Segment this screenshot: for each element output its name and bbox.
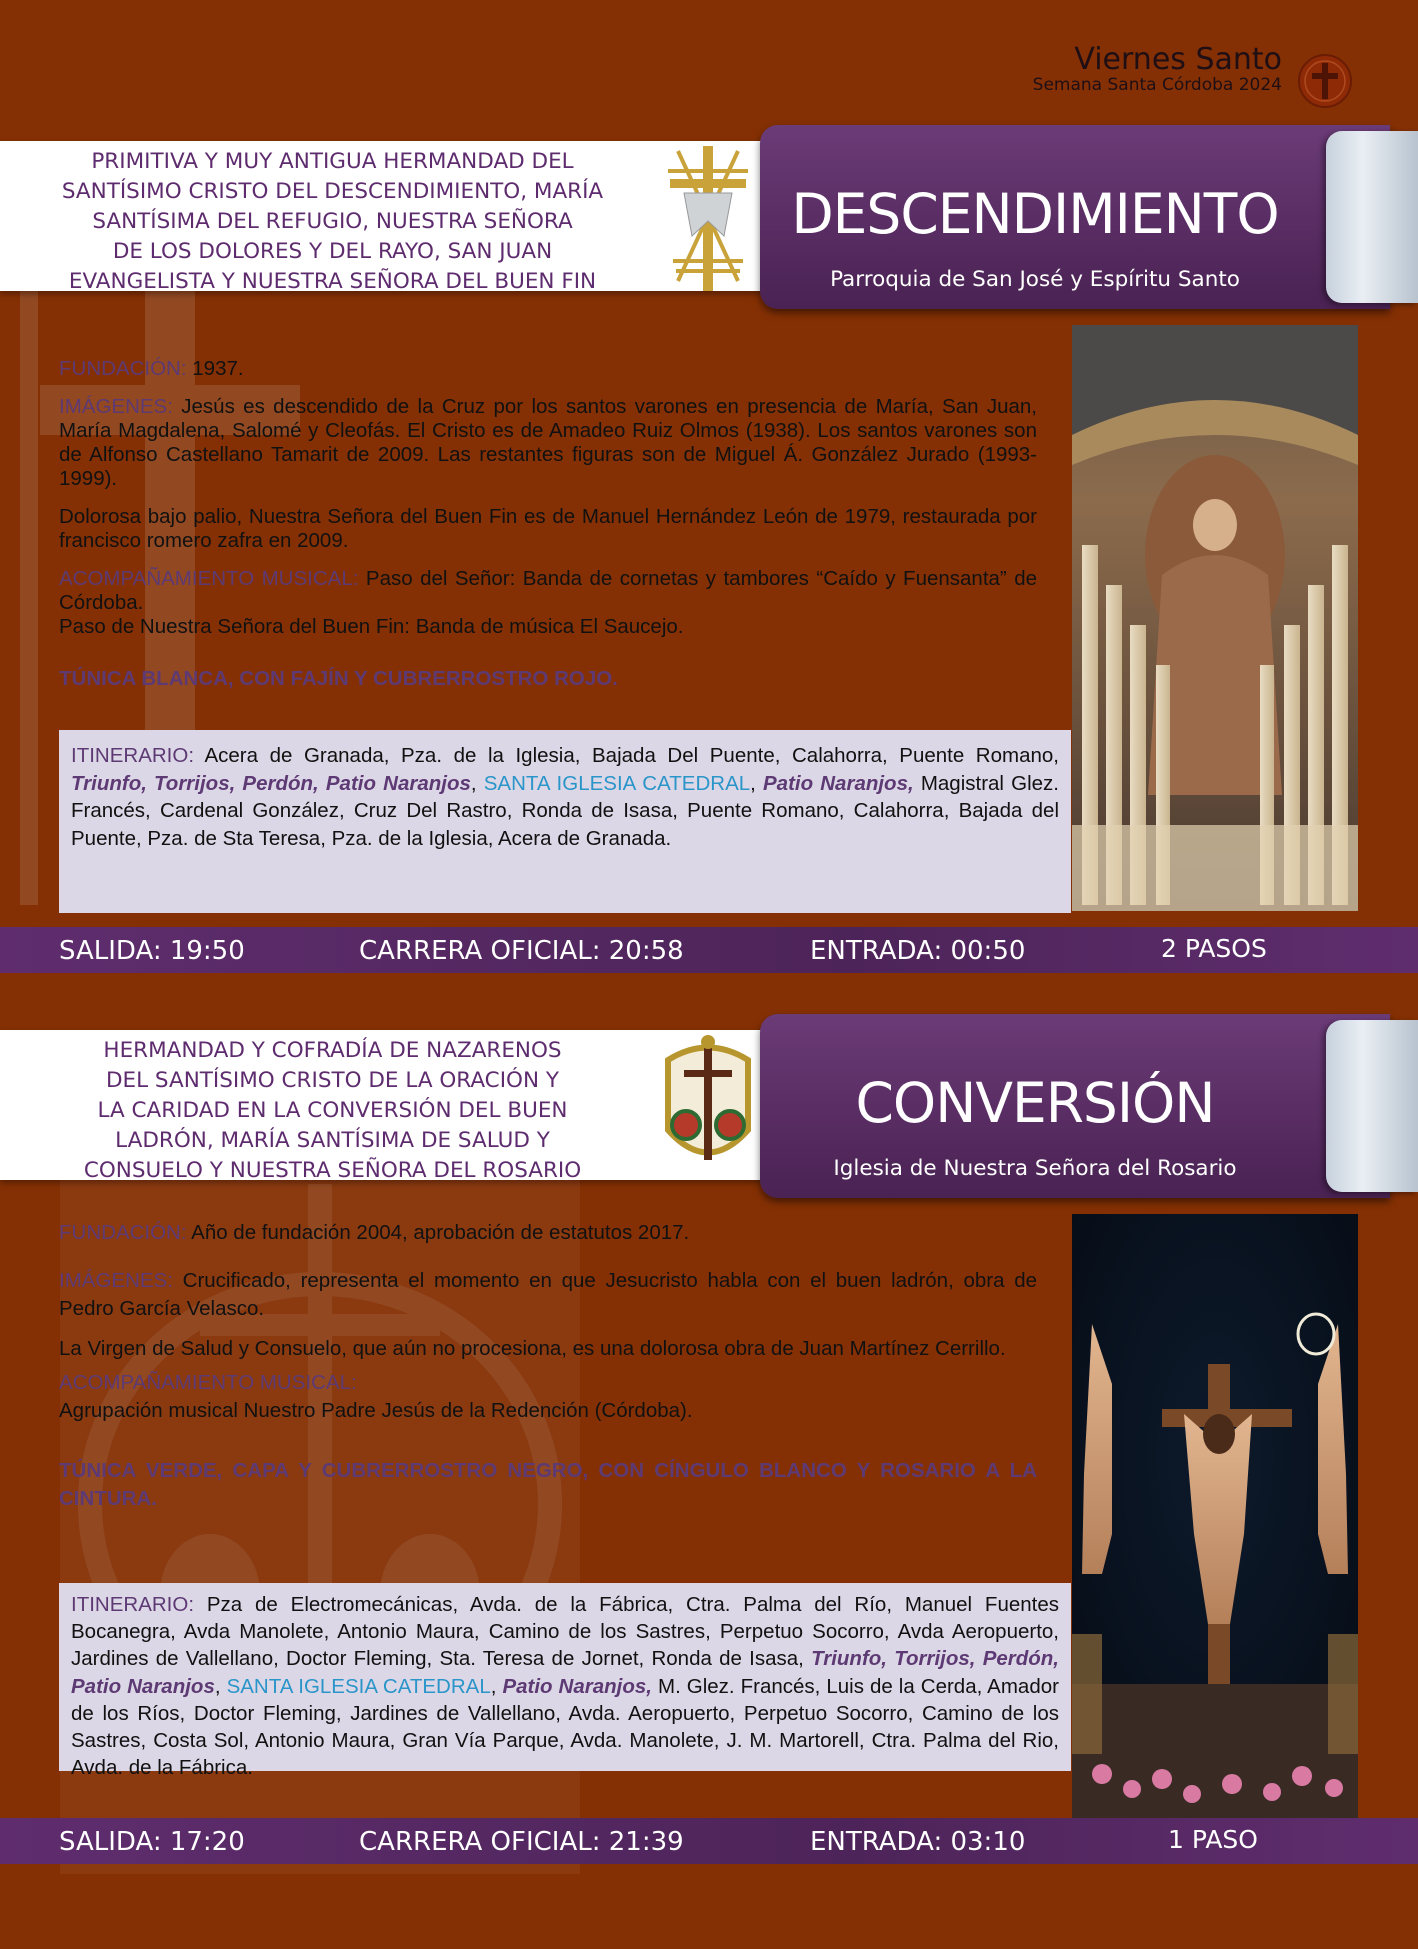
hermandad-title-panel [760, 1014, 1390, 1198]
carrera-oficial-time: CARRERA OFICIAL: 21:39 [359, 1827, 684, 1857]
tunica-description: TÚNICA VERDE, CAPA Y CUBRERROSTRO NEGRO, CON CÍNGULO BLANCO Y ROSARIO A LA CINTURA. [59, 1459, 1037, 1510]
hermandad-description: FUNDACIÓN: Año de fundación 2004, aprobación de estatutos 2017. IMÁGENES: Crucificado, representa el momento en que Jesucristo habla con el buen ladrón, obra de Pedro García Velasco. La Virgen de Salud y Consuelo, que aún no procesiona, es una dolorosa obra de Juan Martínez Cerrillo. ACOMPAÑAMIENTO MUSICAL: Agrupación musical Nuestro Padre Jesús de la Redención (Córdoba). TÚNICA VERDE, CAPA Y CUBRERROSTRO NEGRO, CON CÍNGULO BLANCO Y ROSARIO A LA CINTURA. [59, 1221, 1037, 1527]
schedule-bar [0, 1818, 1418, 1864]
carrera-oficial-time: CARRERA OFICIAL: 20:58 [359, 936, 684, 966]
entrada-time: ENTRADA: 00:50 [810, 936, 1026, 966]
scroll-ornament [1326, 1020, 1418, 1192]
schedule-bar [0, 927, 1418, 973]
paso-crucifixion-photo [1072, 1214, 1358, 1820]
page-header [1033, 44, 1282, 94]
itinerary-box: ITINERARIO: Pza de Electromecánicas, Avda. de la Fábrica, Ctra. Palma del Río, Manuel Fuentes Bocanegra, Avda Manolete, Antonio Maura, Camino de los Sastres, Perpetuo Socorro, Avda Aeropuerto, Jardines de Vallellano, Doctor Fleming, Sta. Teresa de Jornet, Ronda de Isasa, Triunfo, Torrijos, Perdón, Patio Naranjos, SANTA IGLESIA CATEDRAL, Patio Naranjos, M. Glez. Francés, Luis de la Cerda, Amador de los Ríos, Doctor Fleming, Jardines de Vallellano, Avda. Aeropuerto, Perpetuo Socorro, Camino de los Sastres, Costa Sol, Antonio Maura, Gran Vía Parque, Avda. Manolete, J. M. Martorell, Ctra. Palma del Rio, Avda. de la Fábrica. [59, 1583, 1071, 1771]
hermandad-title-panel [760, 125, 1390, 309]
page-title: Viernes Santo [1074, 42, 1282, 77]
entrada-time: ENTRADA: 03:10 [810, 1827, 1026, 1857]
hermandad-full-name: PRIMITIVA Y MUY ANTIGUA HERMANDAD DEL SANTÍSIMO CRISTO DEL DESCENDIMIENTO, MARÍA SANTÍSIMA DEL REFUGIO, NUESTRA SEÑORA DE LOS DOLORES Y DEL RAYO, SAN JUAN EVANGELISTA Y NUESTRA SEÑORA DEL BUEN FIN [61, 149, 604, 294]
itinerary-box: ITINERARIO: Acera de Granada, Pza. de la Iglesia, Bajada Del Puente, Calahorra, Puente Romano, Triunfo, Torrijos, Perdón, Patio Naranjos, SANTA IGLESIA CATEDRAL, Patio Naranjos, Magistral Glez. Francés, Cardenal González, Cruz Del Rastro, Ronda de Isasa, Puente Romano, Calahorra, Bajada del Puente, Pza. de Sta Teresa, Pza. de la Iglesia, Acera de Granada. [59, 730, 1071, 913]
hermandad-church: Iglesia de Nuestra Señora del Rosario [833, 1156, 1237, 1181]
hermandad-short-name: CONVERSIÓN [855, 1071, 1215, 1135]
page-subtitle: Semana Santa Córdoba 2024 [1032, 75, 1282, 95]
hermandad-short-name: DESCENDIMIENTO [791, 182, 1279, 246]
hermandad-name-band [0, 141, 800, 294]
scroll-ornament [1326, 131, 1418, 303]
salida-time: SALIDA: 19:50 [59, 936, 245, 966]
pasos-count: 2 PASOS [1161, 934, 1267, 963]
tunica-description: TÚNICA BLANCA, CON FAJÍN Y CUBRERROSTRO ROJO. [59, 667, 618, 690]
cross-emblem-icon [1297, 53, 1353, 109]
hermandad-full-name: HERMANDAD Y COFRADÍA DE NAZARENOS DEL SANTÍSIMO CRISTO DE LA ORACIÓN Y LA CARIDAD EN LA CONVERSIÓN DEL BUEN LADRÓN, MARÍA SANTÍSIMA DE SALUD Y CONSUELO Y NUESTRA SEÑORA DEL ROSARIO [83, 1038, 582, 1183]
hermandad-description: FUNDACIÓN: 1937. IMÁGENES: Jesús es descendido de la Cruz por los santos varones en presencia de María, San Juan, María Magdalena, Salomé y Cleofás. El Cristo es de Amadeo Ruiz Olmos (1938). Los santos varones son de Alfonso Castellano Tamarit de 2009. Las restantes figuras son de Miguel Á. González Jurado (1993-1999). Dolorosa bajo palio, Nuestra Señora del Buen Fin es de Manuel Hernández León de 1979, restaurada por francisco romero zafra en 2009. ACOMPAÑAMIENTO MUSICAL: Paso del Señor: Banda de cornetas y tambores “Caído y Fuensanta” de Córdoba. Paso de Nuestra Señora del Buen Fin: Banda de música El Saucejo. TÚNICA BLANCA, CON FAJÍN Y CUBRERROSTRO ROJO. [59, 357, 1038, 690]
hermandad-name-band [0, 1030, 800, 1183]
salida-time: SALIDA: 17:20 [59, 1827, 245, 1857]
hermandad-church: Parroquia de San José y Espíritu Santo [830, 267, 1240, 292]
descendimiento-crest-icon [648, 141, 768, 291]
pasos-count: 1 PASO [1168, 1825, 1258, 1854]
paso-palio-photo [1072, 325, 1358, 911]
conversion-crest-icon [648, 1030, 768, 1180]
